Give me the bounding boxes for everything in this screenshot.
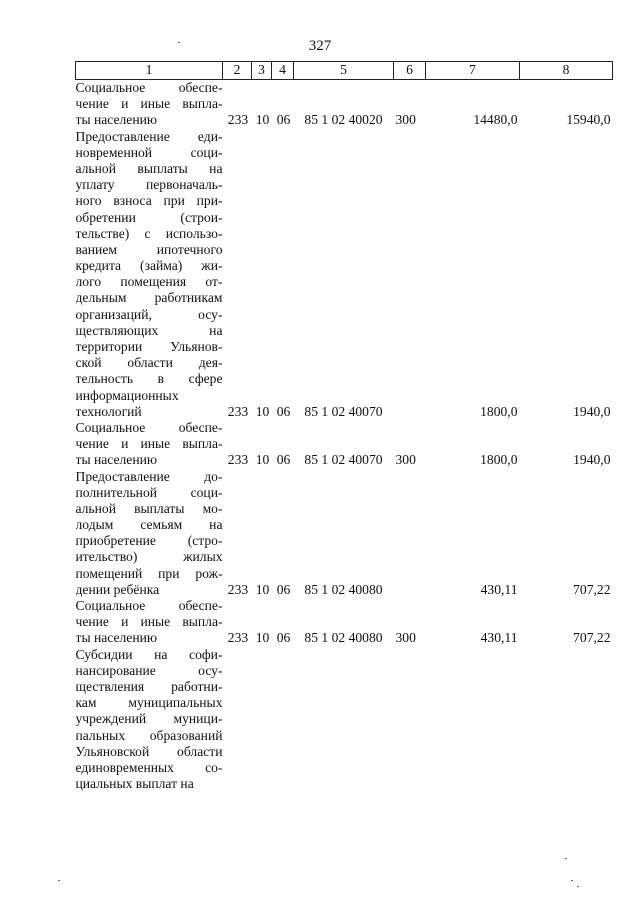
item-name-line: единовременных со- (75, 759, 223, 775)
scan-speck (565, 858, 567, 859)
item-name-line: тельстве) с использо- (75, 225, 223, 241)
item-name-line: полнительной соци- (75, 484, 223, 500)
section-cell: 10 (255, 403, 270, 419)
item-name-line: обретении (строи- (75, 209, 223, 225)
item-name-line: ществления работни- (75, 678, 223, 694)
subsection-cell: 06 (276, 112, 291, 128)
expense-type-cell (394, 129, 426, 420)
item-name-line: ного взноса при при- (75, 193, 223, 209)
item-name-line: лого помещения от- (75, 274, 223, 290)
section-cell: 10 (255, 112, 270, 128)
item-name-line: Социальное обеспе- (75, 419, 223, 435)
item-name-line: Социальное обеспе- (75, 598, 223, 613)
scan-speck (178, 42, 180, 43)
table-row (76, 598, 613, 647)
scan-speck (577, 886, 579, 887)
amount-year1-cell: 430,11 (480, 581, 518, 597)
item-name-line: ты населению (75, 630, 158, 646)
item-name-line: ты населению (75, 452, 158, 468)
item-name-line: нансирование осу- (75, 662, 223, 678)
item-name-line: технологий (75, 403, 142, 419)
header-cell: 2 (223, 62, 252, 80)
amount-year2-cell: 707,22 (573, 630, 611, 646)
amount-year1-cell: 1800,0 (480, 452, 518, 468)
header-cell: 4 (272, 62, 294, 80)
grbs-cell: 233 (227, 452, 249, 468)
item-name-line: чение и иные выпла- (75, 614, 223, 630)
subsection-cell (272, 647, 294, 793)
target-article-cell: 85 1 02 40070 (304, 403, 383, 419)
item-name-line: Ульяновской области (75, 743, 223, 759)
amount-year2-cell: 1940,0 (573, 452, 611, 468)
grbs-cell (223, 647, 252, 793)
subsection-cell: 06 (276, 403, 291, 419)
expense-type-cell: 300 (395, 630, 416, 646)
item-name-cell (76, 647, 223, 793)
table-row (76, 469, 613, 599)
target-article-cell: 85 1 02 40070 (304, 452, 383, 468)
item-name-line: альной выплаты на (75, 160, 223, 176)
item-name-line: уплату первоначаль- (75, 177, 223, 193)
amount-year1-cell (426, 647, 520, 793)
amount-year1-cell: 14480,0 (473, 112, 518, 128)
item-name-line: организаций, осу- (75, 306, 223, 322)
item-name-line: лодым семьям на (75, 517, 223, 533)
expense-type-cell: 300 (395, 112, 416, 128)
amount-year2-cell: 15940,0 (566, 112, 611, 128)
expense-type-cell (394, 469, 426, 599)
item-name-line: тельность в сфере (75, 371, 223, 387)
scan-speck (571, 880, 573, 881)
table-row (76, 420, 613, 469)
amount-year2-cell: 707,22 (573, 581, 611, 597)
item-name-line: Субсидии на софи- (75, 646, 223, 662)
table-row (76, 80, 613, 129)
header-cell: 8 (520, 62, 613, 80)
table-row (76, 647, 613, 793)
item-name-line: территории Ульянов- (75, 339, 223, 354)
section-cell: 10 (255, 452, 270, 468)
section-cell: 10 (255, 581, 270, 597)
item-name-line: ты населению (75, 112, 158, 128)
item-name-line: Предоставление до- (75, 468, 223, 484)
item-name-cell (76, 129, 223, 420)
section-cell: 10 (255, 630, 270, 646)
target-article-cell: 85 1 02 40080 (304, 581, 383, 597)
expense-type-cell (394, 647, 426, 793)
header-cell: 5 (294, 62, 394, 80)
table-body (76, 80, 613, 793)
item-name-line: новременной соци- (75, 144, 223, 160)
item-name-line: циальных выплат на (75, 776, 194, 792)
scan-speck (58, 880, 60, 881)
item-name-line: альной выплаты мо- (75, 500, 223, 516)
item-name-line: ительство) жилых (75, 549, 223, 565)
item-name-cell (76, 598, 223, 647)
grbs-cell: 233 (227, 112, 249, 128)
target-article-cell (294, 647, 394, 793)
target-article-cell: 85 1 02 40020 (304, 112, 383, 128)
amount-year1-cell: 1800,0 (480, 403, 518, 419)
header-cell: 6 (394, 62, 426, 80)
subsection-cell: 06 (276, 630, 291, 646)
item-name-line: помещений при рож- (75, 565, 223, 581)
amount-year1-cell: 430,11 (480, 630, 518, 646)
item-name-line: чение и иные выпла- (75, 96, 223, 112)
header-cell: 7 (426, 62, 520, 80)
item-name-line: дельным работникам (75, 290, 223, 306)
item-name-line: приобретение (стро- (75, 533, 223, 549)
amount-year2-cell: 1940,0 (573, 403, 611, 419)
target-article-cell: 85 1 02 40080 (304, 630, 383, 646)
subsection-cell: 06 (276, 581, 291, 597)
table-row (76, 129, 613, 420)
item-name-line: ванием ипотечного (75, 241, 223, 257)
header-cell: 1 (76, 62, 223, 80)
item-name-line: Предоставление еди- (75, 128, 223, 144)
item-name-line: информационных (75, 387, 179, 403)
item-name-line: учреждений муници- (75, 711, 223, 727)
item-name-line: дении ребёнка (75, 581, 160, 597)
expense-type-cell: 300 (395, 452, 416, 468)
subsection-cell: 06 (276, 452, 291, 468)
item-name-line: ществляющих на (75, 322, 223, 338)
header-cell: 3 (252, 62, 272, 80)
grbs-cell: 233 (227, 581, 249, 597)
page-number: 327 (308, 38, 332, 54)
item-name-cell (76, 469, 223, 599)
header-row (76, 62, 613, 80)
section-cell (252, 647, 272, 793)
budget-table (75, 61, 613, 792)
item-name-line: кредита (займа) жи- (75, 258, 223, 274)
item-name-cell (76, 80, 223, 129)
item-name-line: кам муниципальных (75, 695, 223, 711)
item-name-line: чение и иные выпла- (75, 436, 223, 452)
amount-year2-cell (520, 647, 613, 793)
item-name-line: Социальное обеспе- (75, 80, 223, 95)
item-name-cell (76, 420, 223, 469)
grbs-cell: 233 (227, 630, 249, 646)
item-name-line: ской области дея- (75, 355, 223, 371)
item-name-line: пальных образований (75, 727, 223, 743)
grbs-cell: 233 (227, 403, 249, 419)
